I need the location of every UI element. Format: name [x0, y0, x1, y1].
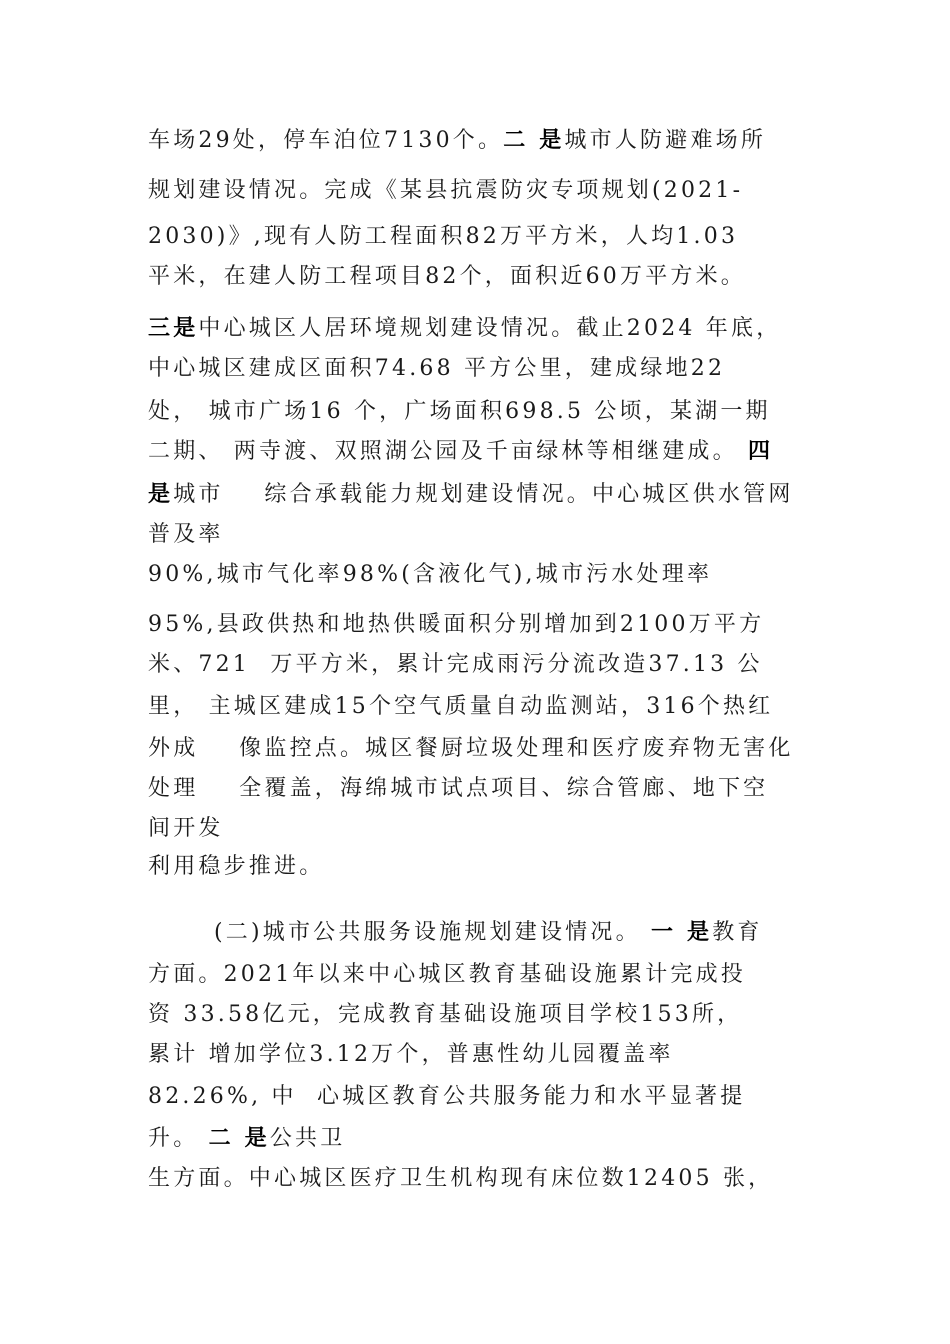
- text-line: [148, 774, 768, 804]
- text-run: 教育: [712, 920, 763, 945]
- text-line: [148, 960, 746, 990]
- text-line: [148, 610, 764, 640]
- text-line: [148, 1164, 773, 1194]
- text-line: [148, 560, 712, 590]
- text-line: [148, 314, 781, 344]
- text-run: 米、721 万平方米，累计完成雨污分流改造37.13 公: [148, 652, 763, 677]
- text-run: 累计 增加学位3.12万个，普惠性幼儿园覆盖率: [148, 1042, 674, 1067]
- text-line: [148, 354, 725, 384]
- text-line: [148, 734, 794, 764]
- text-line: [148, 480, 794, 510]
- text-run-bold: 一 是: [650, 920, 713, 945]
- text-run: 城市人防避难场所: [564, 128, 767, 153]
- text-run-bold: 四: [748, 439, 774, 464]
- text-line: [148, 397, 771, 427]
- text-run: 城市 综合承载能力规划建设情况。中心城区供水管网: [173, 482, 794, 507]
- text-line: [148, 520, 224, 550]
- text-line: [148, 262, 746, 292]
- text-line: [148, 126, 766, 156]
- text-run: 95%,县政供热和地热供暖面积分别增加到2100万平方: [148, 612, 765, 637]
- text-run: 90%,城市气化率98%(含液化气),城市污水处理率: [148, 562, 713, 587]
- text-run: 公共卫: [269, 1126, 346, 1151]
- text-run-bold: 是: [148, 482, 174, 507]
- text-run: 中心城区人居环境规划建设情况。截止2024 年底，: [198, 316, 782, 341]
- text-line: [148, 176, 743, 206]
- text-line: [148, 1124, 345, 1154]
- text-line: [148, 852, 324, 882]
- text-run: 普及率: [148, 522, 224, 547]
- text-run: 82.26%, 中 心城区教育公共服务能力和水平显著提: [148, 1084, 746, 1109]
- text-run: 里， 主城区建成15个空气质量自动监测站，316个热红: [148, 694, 774, 719]
- text-run: 间开发: [148, 816, 224, 841]
- text-run-bold: 二 是: [503, 128, 565, 153]
- text-run: 中心城区建成区面积74.68 平方公里，建成绿地22: [148, 356, 726, 381]
- text-run: 处， 城市广场16 个，广场面积698.5 公顷，某湖一期: [148, 399, 771, 424]
- text-line: [148, 1082, 745, 1112]
- text-line: [148, 692, 773, 722]
- text-run: 升。: [148, 1126, 209, 1151]
- text-run: 2030)》,现有人防工程面积82万平方米，人均1.03: [148, 224, 739, 249]
- text-line: [148, 1040, 674, 1070]
- text-line: [214, 918, 763, 948]
- text-run-bold: 二 是: [208, 1126, 270, 1151]
- text-run: 车场29处，停车泊位7130个。: [148, 128, 504, 153]
- text-run: 生方面。中心城区医疗卫生机构现有床位数12405 张，: [148, 1166, 774, 1191]
- text-line: [148, 437, 773, 467]
- text-run: (二)城市公共服务设施规划建设情况。: [214, 920, 651, 945]
- text-run: 利用稳步推进。: [148, 854, 325, 879]
- text-line: [148, 222, 738, 252]
- text-run: 平米，在建人防工程项目82个，面积近60万平方米。: [148, 264, 746, 289]
- text-line: [148, 1000, 742, 1030]
- text-run: 处理 全覆盖，海绵城市试点项目、综合管廊、地下空: [148, 776, 769, 801]
- text-run: 方面。2021年以来中心城区教育基础设施累计完成投: [148, 962, 746, 987]
- text-run: 资 33.58亿元，完成教育基础设施项目学校153所，: [148, 1002, 743, 1027]
- text-run: 外成 像监控点。城区餐厨垃圾处理和医疗废弃物无害化: [148, 736, 794, 761]
- text-run-bold: 三是: [148, 316, 199, 341]
- text-line: [148, 814, 224, 844]
- text-run: 二期、 两寺渡、双照湖公园及千亩绿林等相继建成。: [148, 439, 748, 464]
- text-run: 规划建设情况。完成《某县抗震防灾专项规划(2021-: [148, 178, 744, 203]
- text-line: [148, 650, 763, 680]
